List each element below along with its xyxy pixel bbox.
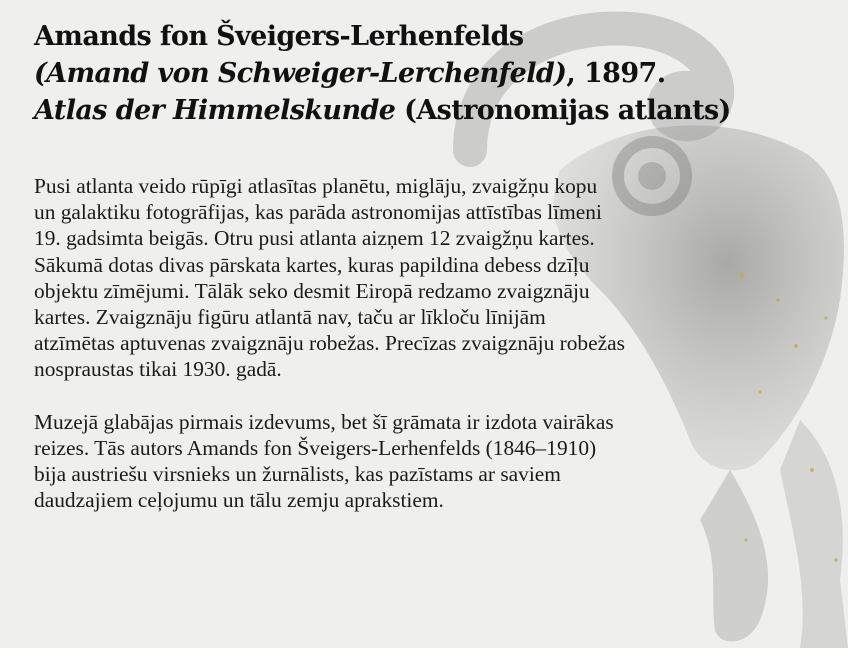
- document-content: [34, 18, 824, 513]
- text-line: un galaktiku fotogrāfijas, kas parāda astronomijas attīstības līmeni: [34, 200, 602, 225]
- text-line: Sākumā dotas divas pārskata kartes, kuras papildina debess dzīļu: [34, 252, 590, 277]
- title-translation: (Astronomijas atlants): [395, 95, 731, 126]
- text-line: Pusi atlanta veido rūpīgi atlasītas planētu, miglāju, zvaigžņu kopu: [34, 174, 598, 198]
- text-line: 19. gadsimta beigās. Otru pusi atlanta aizņem 12 zvaigžņu kartes.: [34, 226, 595, 251]
- paragraph-author-info: [34, 409, 824, 514]
- text-line: bija austriešu virsnieks un žurnālists, kas pazīstams ar saviem: [34, 462, 561, 487]
- text-line: daudzajiem ceļojumu un tālu zemju aprakstiem.: [34, 488, 444, 513]
- title-line-2: [34, 55, 824, 92]
- title-line-3: [34, 92, 824, 129]
- text-line: reizes. Tās autors Amands fon Šveigers-Lerhenfelds (1846–1910): [34, 435, 597, 460]
- text-line: Muzejā glabājas pirmais izdevums, bet šī grāmata ir izdota vairākas: [34, 409, 614, 434]
- paragraph-atlas-description: [34, 173, 824, 383]
- title-original-name: (Amand von Schweiger-Lerchenfeld): [34, 58, 567, 89]
- text-line: atzīmētas aptuvenas zvaigznāju robežas. Precīzas zvaigznāju robežas: [34, 331, 625, 356]
- title-book-name: Atlas der Himmelskunde: [34, 95, 396, 126]
- text-line: kartes. Zvaigznāju figūru atlantā nav, taču ar līkloču līnijām: [34, 305, 546, 330]
- title-year: , 1897.: [566, 58, 666, 89]
- text-line: nospraustas tikai 1930. gadā.: [34, 357, 282, 382]
- document-title: [34, 18, 824, 129]
- text-line: objektu zīmējumi. Tālāk seko desmit Eiropā redzamo zvaigznāju: [34, 278, 590, 303]
- title-line-1: Amands fon Šveigers-Lerhenfelds: [34, 21, 524, 52]
